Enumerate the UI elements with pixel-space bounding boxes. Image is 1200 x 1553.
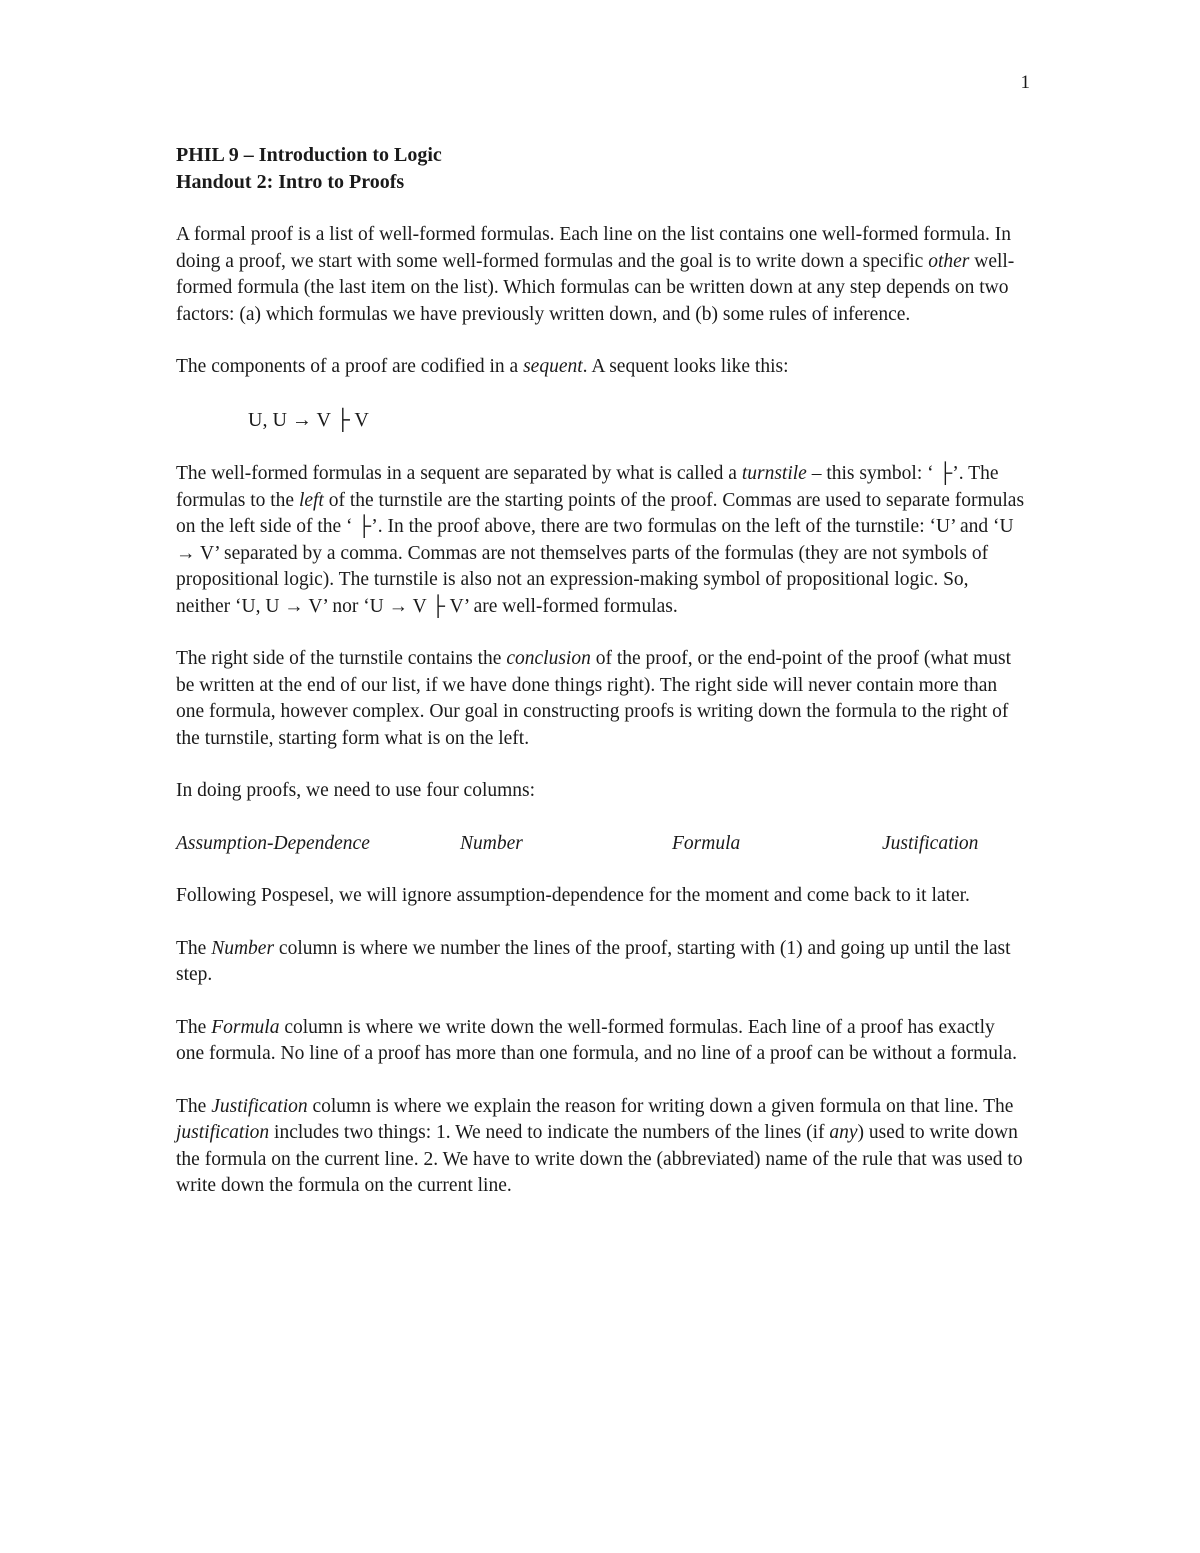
p8-text-b: column is where we write down the well-formed formulas. Each line of a proof has exactly one formula. No line of a proof has more than one formula, and no line of a proof can be without a formula. (176, 1016, 1017, 1064)
p4-text-a: The right side of the turnstile contains the (176, 648, 507, 669)
p1-text: A formal proof is a list of well-formed formulas. Each line on the list contains one well-formed formula. In doing a proof, we start with some well-formed formulas and the goal is to write down a specific (176, 224, 1012, 272)
document-body (176, 142, 1026, 1226)
page-number: 1 (1020, 72, 1030, 93)
p9-text-d: ) used to write down the formula on the current line. 2. We have to write down the (abbreviated) name of the rule that was used to write down the formula on the current line. (176, 1122, 1023, 1196)
p3-text-c: of the turnstile are the starting points of the proof. Commas are used to separate formulas on the left side of the ‘ ├’. In the proof above, there are two formulas on the left of the turnstile: ‘U’ and ‘U → V’ separated by a comma. Commas are not themselves parts of the formulas (they are not symbols of propositional logic). The turnstile is also not an expression-making symbol of propositional logic. So, neither ‘U, U → V’ nor ‘U → V ├ V’ are well-formed formulas. (176, 489, 1025, 617)
handout-title: Handout 2: Intro to Proofs (176, 171, 405, 193)
column-assumption-dependence: Assumption-Dependence (176, 832, 370, 854)
p9-text-c: includes two things: 1. We need to indicate the numbers of the lines (if (269, 1122, 830, 1143)
paragraph-formal-proof (176, 222, 1026, 328)
p2-text-end: . A sequent looks like this: (582, 356, 789, 377)
paragraph-pospesel: Following Pospesel, we will ignore assumption-dependence for the moment and come back to it later. (176, 885, 970, 906)
column-formula: Formula (672, 832, 741, 854)
paragraph-number-column (176, 936, 1026, 989)
paragraph-turnstile (176, 461, 1026, 620)
p2-emphasis: sequent (523, 356, 583, 377)
p3-text-a: The well-formed formulas in a sequent are separated by what is called a (176, 463, 742, 484)
p9-emphasis-justification-lower: justification (176, 1122, 270, 1143)
p7-emphasis: Number (211, 937, 275, 959)
p9-text-b: column is where we explain the reason for writing down a given formula on that line. The (307, 1095, 1014, 1117)
paragraph-formula-column (176, 1015, 1026, 1068)
paragraph-justification-column (176, 1094, 1026, 1200)
column-headings (176, 831, 1026, 858)
p7-text-b: column is where we number the lines of the proof, starting with (1) and going up until the last step. (176, 937, 1011, 985)
p1-text-end: well-formed formula (the last item on the list). Which formulas can be written down at any step depends on two factors: (a) which formulas we have previously written down, and (b) some rules of inference. (176, 250, 1015, 325)
p4-emphasis: conclusion (506, 648, 591, 669)
title-block (176, 142, 1026, 196)
p2-text: The components of a proof are codified in a (176, 356, 524, 377)
p8-text-a: The (176, 1016, 212, 1038)
p3-emphasis-turnstile: turnstile (741, 463, 807, 484)
p3-text-b: – this symbol: ‘ ├’. The formulas to the (176, 463, 999, 511)
column-number: Number (460, 832, 523, 854)
p8-emphasis: Formula (211, 1016, 280, 1038)
p3-emphasis-left: left (298, 489, 324, 511)
p9-emphasis-any: any (829, 1122, 858, 1143)
course-title: PHIL 9 – Introduction to Logic (176, 144, 442, 166)
paragraph-sequent-intro (176, 354, 1026, 381)
sequent-example: U, U → V ├ V (248, 408, 369, 431)
p4-text-b: of the proof, or the end-point of the proof (what must be written at the end of our list, if we have done things right). The right side will never contain more than one formula, however complex. Our goal in constructing proofs is writing down the formula to the right of the turnstile, starting form what is on the left. (176, 648, 1012, 749)
p9-text-a: The (176, 1095, 212, 1117)
p9-emphasis-justification: Justification (211, 1095, 308, 1117)
p7-text-a: The (176, 937, 212, 959)
paragraph-four-columns: In doing proofs, we need to use four columns: (176, 780, 536, 801)
p1-emphasis: other (928, 250, 970, 272)
column-justification: Justification (882, 832, 979, 854)
paragraph-conclusion (176, 646, 1026, 752)
